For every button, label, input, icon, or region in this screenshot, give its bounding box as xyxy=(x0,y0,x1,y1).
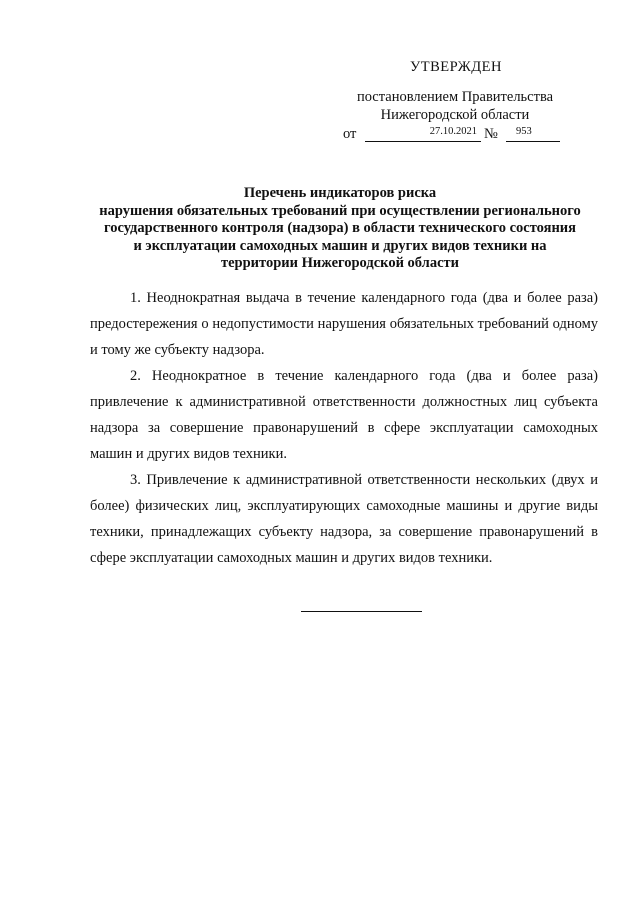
list-item: 2. Неоднократное в течение календарного года (два и более раза) привлечение к административной ответственности должностных лиц субъекта надзора за совершение правонарушений в сфере эксплуатации самоходных машин и других видов техники. xyxy=(90,368,598,462)
date-prefix: от xyxy=(343,126,357,142)
list-item: 3. Привлечение к административной ответственности нескольких (двух и более) физических лиц, эксплуатирующих самоходные машины и другие виды техники, принадлежащих субъекту надзора, за совершение правонарушений в сфере эксплуатации самоходных машин и других видов техники. xyxy=(90,472,598,566)
title-line: государственного контроля (надзора) в области технического состояния xyxy=(104,220,576,236)
approval-region: Нижегородской области xyxy=(380,107,530,123)
title-line: и эксплуатации самоходных машин и других видов техники на xyxy=(133,237,547,254)
document-body xyxy=(90,285,598,571)
number-field xyxy=(506,125,560,142)
list-item: 1. Неоднократная выдача в течение календарного года (два и более раза) предостережения о недопустимости нарушения обязательных требований одному и тому же субъекту надзора. xyxy=(90,290,598,358)
document-title xyxy=(70,185,610,273)
end-separator-line xyxy=(301,611,422,612)
title-line: Перечень индикаторов риска xyxy=(243,185,437,201)
approval-date: 27.10.2021 xyxy=(429,126,477,137)
date-field xyxy=(365,125,481,142)
approved-heading: УТВЕРЖДЕН xyxy=(410,59,502,75)
number-sign: № xyxy=(484,126,498,142)
title-line: территории Нижегородской области xyxy=(221,255,459,271)
approval-authority: постановлением Правительства xyxy=(356,89,554,105)
approval-number: 953 xyxy=(516,126,532,137)
title-line: нарушения обязательных требований при осуществлении регионального xyxy=(99,202,581,219)
